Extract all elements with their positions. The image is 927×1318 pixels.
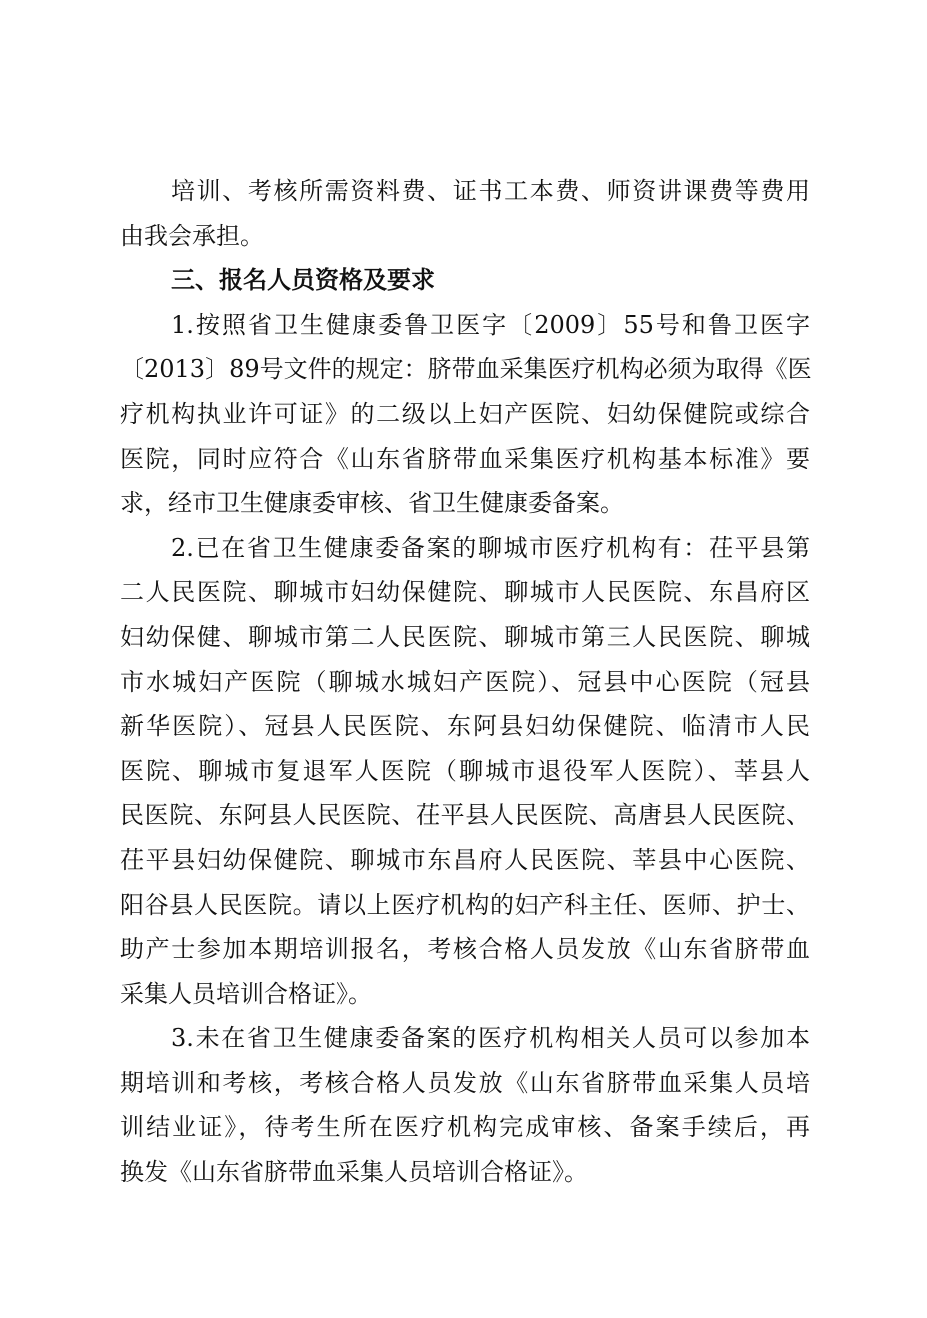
paragraph-item-1 — [120, 303, 810, 526]
text-line: 助产士参加本期培训报名，考核合格人员发放《山东省脐带血 — [120, 935, 810, 964]
text-line: 训结业证》，待考生所在医疗机构完成审核、备案手续后，再 — [120, 1113, 810, 1142]
text-line: 培训、考核所需资料费、证书工本费、师资讲课费等费用 — [171, 177, 810, 205]
text-line: 疗机构执业许可证》的二级以上妇产医院、妇幼保健院或综合 — [120, 399, 810, 428]
text-line: 医院，同时应符合《山东省脐带血采集医疗机构基本标准》要 — [120, 444, 810, 473]
text-line: 期培训和考核，考核合格人员发放《山东省脐带血采集人员培 — [120, 1068, 810, 1097]
text-line: 3.未在省卫生健康委备案的医疗机构相关人员可以参加本 — [171, 1024, 810, 1053]
text-line: 医院、聊城市复退军人医院（聊城市退役军人医院）、莘县人 — [120, 756, 810, 785]
text-line: 阳谷县人民医院。请以上医疗机构的妇产科主任、医师、护士、 — [120, 890, 810, 919]
document-body — [120, 169, 810, 1195]
text-line: 2.已在省卫生健康委备案的聊城市医疗机构有：茌平县第 — [171, 533, 810, 562]
text-line: 采集人员培训合格证》。 — [120, 979, 372, 1008]
text-line: 换发《山东省脐带血采集人员培训合格证》。 — [120, 1158, 588, 1187]
paragraph-fees — [120, 169, 810, 258]
text-line: 新华医院）、冠县人民医院、东阿县妇幼保健院、临清市人民 — [120, 712, 810, 741]
paragraph-item-2 — [120, 526, 810, 1017]
text-line: 〔2013〕89号文件的规定：脐带血采集医疗机构必须为取得《医 — [120, 355, 812, 384]
section-heading — [120, 258, 810, 303]
text-line: 1.按照省卫生健康委鲁卫医字〔2009〕55号和鲁卫医字 — [171, 310, 810, 339]
text-line: 茌平县妇幼保健院、聊城市东昌府人民医院、莘县中心医院、 — [120, 845, 810, 874]
paragraph-item-3 — [120, 1016, 810, 1194]
text-line: 市水城妇产医院（聊城水城妇产医院）、冠县中心医院（冠县 — [120, 667, 810, 696]
text-line: 求，经市卫生健康委审核、省卫生健康委备案。 — [120, 489, 624, 518]
section-title: 三、报名人员资格及要求 — [171, 266, 435, 295]
text-line: 妇幼保健、聊城市第二人民医院、聊城市第三人民医院、聊城 — [120, 622, 810, 651]
text-line: 二人民医院、聊城市妇幼保健院、聊城市人民医院、东昌府区 — [120, 578, 810, 607]
text-line: 由我会承担。 — [120, 221, 264, 250]
text-line: 民医院、东阿县人民医院、茌平县人民医院、高唐县人民医院、 — [120, 801, 810, 830]
